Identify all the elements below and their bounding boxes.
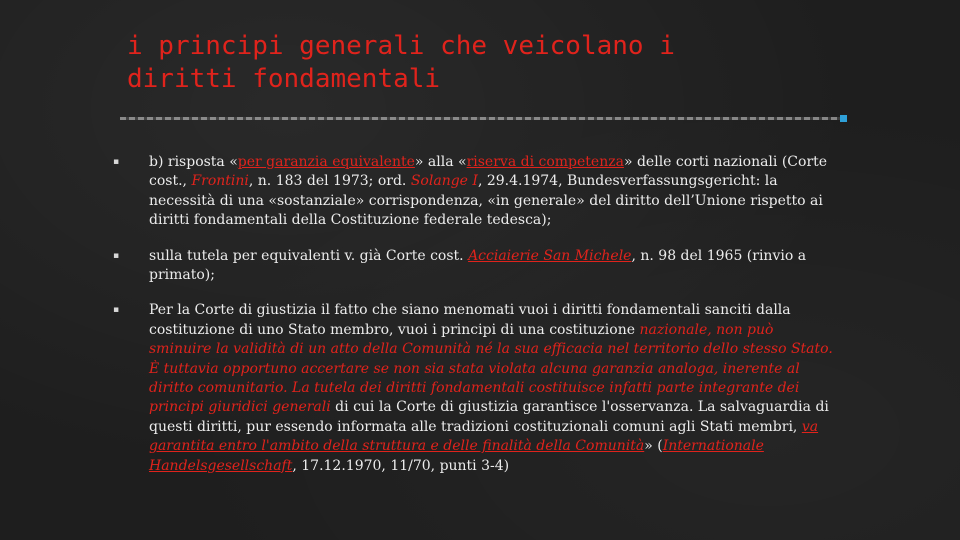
case-name: Solange I (410, 173, 478, 190)
divider-accent-square (840, 115, 847, 122)
red-italic-quote: va garantita entro l'ambito della struttura e delle finalità della Comunità (149, 418, 819, 455)
list-item (113, 153, 833, 231)
title-line-2: diritti fondamentali (127, 64, 441, 94)
list-item (113, 301, 833, 476)
bullet-icon: ▪ (113, 305, 120, 316)
item3-text: Per la Corte di giustizia il fatto che siano menomati vuoi i diritti fondamentali sanciti dalla costituzione di uno Stato membro, vuoi i principi di una costituzione nazionale, non può sminuire la validità di un atto della Comunità né la sua efficacia nel territorio dello stesso Stato. È tuttavia opportuno accertare se non sia stata violata alcuna garanzia analoga, inerente al diritto comunitario. La tutela dei diritti fondamentali costituisce infatti parte integrante dei principi giuridici generali di cui la Corte di giustizia garantisce l'osservanza. La salvaguardia di questi diritti, pur essendo informata alle tradizioni costituzionali comuni agli Stati membri, va garantita entro l'ambito della struttura e delle finalità della Comunità» (Internationale Handelsgesellschaft, 17.12.1970, 11/70, punti 3-4) (149, 302, 833, 474)
bullet-icon: ▪ (113, 250, 120, 261)
title-line-1: i principi generali che veicolano i (127, 31, 675, 61)
bullet-icon: ▪ (113, 157, 120, 167)
bullet-list (113, 153, 833, 492)
slide-title (127, 30, 827, 96)
list-item (113, 247, 833, 286)
item1-text: b) risposta «per garanzia equivalente» alla «riserva di competenza» delle corti nazionali (Corte cost., Frontini, n. 183 del 1973; ord. Solange I, 29.4.1974, Bundesverfassungsgericht: la necessità di una «sostanziale» corrispondenza, «in generale» del diritto dell’Unione rispetto ai diritti fondamentali della Costituzione federale tedesca); (149, 154, 828, 229)
red-underlined-term: riserva di competenza (466, 154, 624, 170)
item2-text: sulla tutela per equivalenti v. già Corte cost. Acciaierie San Michele, n. 98 del 1965 (rinvio a primato); (149, 247, 807, 284)
red-underlined-term: per garanzia equivalente (237, 154, 415, 170)
case-name: Frontini (191, 173, 249, 190)
case-name: Acciaierie San Michele (468, 247, 632, 264)
red-italic-quote: nazionale, non può sminuire la validità di un atto della Comunità né la sua efficacia nel territorio dello stesso Stato. È tuttavia opportuno accertare se non sia stata violata alcuna garanzia analoga, inerente al diritto comunitario. La tutela dei diritti fondamentali costituisce infatti parte integrante dei principi giuridici generali (149, 321, 833, 416)
title-divider (120, 117, 840, 120)
case-name: Internationale Handelsgesellschaft (149, 438, 764, 474)
